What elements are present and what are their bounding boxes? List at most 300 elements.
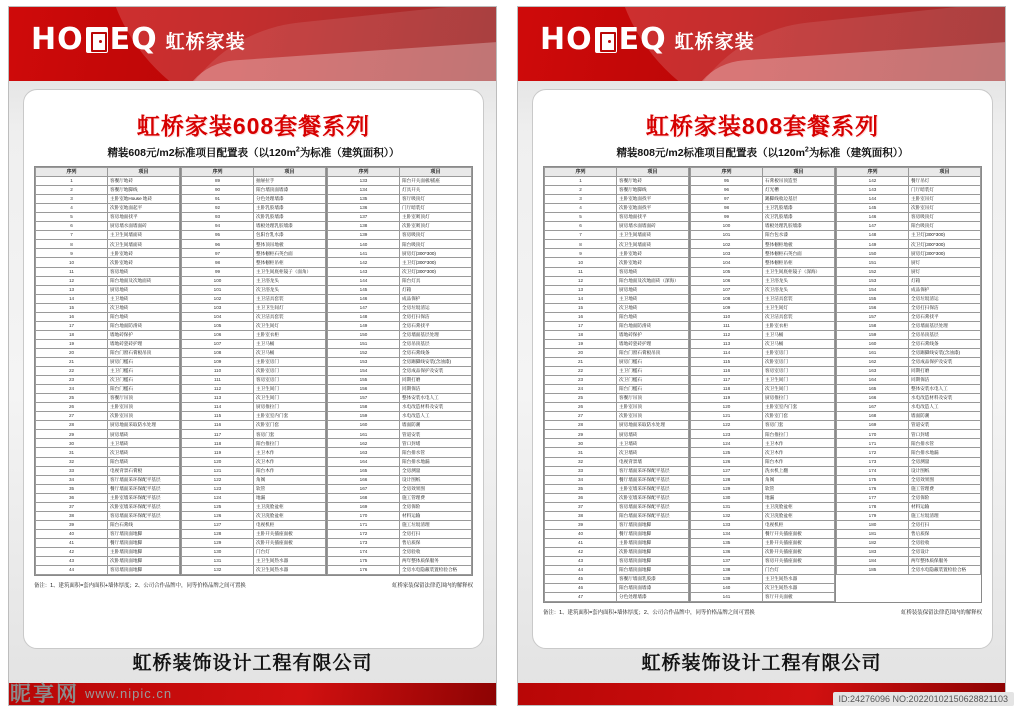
table-row (691, 204, 835, 213)
table-row (36, 294, 180, 303)
row-item-name: 次卫木作 (763, 448, 835, 457)
row-index: 18 (545, 330, 617, 339)
row-index: 156 (837, 303, 909, 312)
row-index: 113 (182, 394, 254, 403)
row-item-name: 角阀 (254, 475, 326, 484)
row-index: 34 (36, 475, 108, 484)
row-item-name: 全房成品保护及安装 (909, 357, 981, 366)
row-item-name: 材料运输 (909, 502, 981, 511)
table-row (837, 258, 981, 267)
row-item-name: 主卫生间门 (254, 385, 326, 394)
row-item-name: 阳台吸顶灯 (400, 240, 472, 249)
table-row (36, 547, 180, 556)
table-row (545, 403, 689, 412)
row-index: 114 (691, 348, 763, 357)
table-row (36, 421, 180, 430)
row-item-name: 主卫马桶 (763, 330, 835, 339)
table-row (837, 240, 981, 249)
row-item-name: 阳台排水地漏 (909, 448, 981, 457)
table-row (182, 330, 326, 339)
row-item-name: 客房室房门 (763, 367, 835, 376)
table-row (691, 493, 835, 502)
row-item-name: 次卫生间热水器 (763, 584, 835, 593)
row-item-name: 阳台吸顶灯 (909, 222, 981, 231)
row-index: 6 (36, 222, 108, 231)
row-item-name: 客厅墙面采环保配平基层 (617, 466, 689, 475)
table-row (837, 529, 981, 538)
row-item-name: 厨房门槛石 (108, 357, 180, 366)
row-item-name: 客房吸顶灯 (400, 231, 472, 240)
footnote-text-right: 虹桥装装保留法律范围内的解释权 (901, 610, 982, 617)
row-index: 122 (182, 475, 254, 484)
row-index: 14 (36, 294, 108, 303)
row-item-name: 次卫洗脸盆柜 (763, 511, 835, 520)
row-item-name: 次卧室地面找平 (617, 204, 689, 213)
table-row (837, 177, 981, 186)
row-index: 149 (837, 240, 909, 249)
table-row (837, 339, 981, 348)
row-item-name: 全房验收 (909, 538, 981, 547)
table-row (328, 475, 472, 484)
table-row (182, 493, 326, 502)
row-item-name: 主卫洗脸盆柜 (254, 502, 326, 511)
row-item-name: 主卫生间底柜镜子（面角） (254, 267, 326, 276)
row-item-name: 全房石膏线条 (909, 339, 981, 348)
table-row (182, 511, 326, 520)
page-title-608: 虹桥家装608套餐系列 (136, 113, 371, 139)
row-item-name: 整体橱柜吊柜 (763, 258, 835, 267)
table-row (182, 367, 326, 376)
row-index: 173 (328, 538, 400, 547)
row-index: 150 (328, 330, 400, 339)
row-item-name: 全房吊顶基层 (400, 339, 472, 348)
row-index: 138 (691, 566, 763, 575)
row-item-name: 墙板处理乳胶墙漆 (763, 222, 835, 231)
row-item-name: 设计图纸 (909, 466, 981, 475)
row-index: 31 (36, 448, 108, 457)
row-index: 122 (691, 421, 763, 430)
row-item-name: 施工管理费 (909, 484, 981, 493)
column-header-index: 序列 (691, 168, 763, 177)
row-item-name: 整体橱柜地板 (763, 240, 835, 249)
table-row (837, 502, 981, 511)
table-row (36, 448, 180, 457)
row-index: 156 (328, 385, 400, 394)
row-item-name: 软管 (254, 484, 326, 493)
row-item-name: 客房墙顶面地脚 (108, 566, 180, 575)
row-item-name: 全房石膏找平 (400, 321, 472, 330)
table-row (691, 376, 835, 385)
header-band-left (9, 7, 496, 81)
row-index: 45 (545, 575, 617, 584)
table-row (837, 439, 981, 448)
row-index: 168 (837, 412, 909, 421)
row-item-name: 管口封堵 (400, 439, 472, 448)
table-row (36, 312, 180, 321)
table-row (328, 321, 472, 330)
row-index: 169 (837, 421, 909, 430)
table-row (545, 493, 689, 502)
row-index: 8 (36, 240, 108, 249)
row-item-name: 厨房灯(300*300) (400, 249, 472, 258)
table-row (691, 511, 835, 520)
row-index: 135 (691, 538, 763, 547)
row-item-name: 电视机柜 (763, 520, 835, 529)
table-row (36, 511, 180, 520)
row-item-name: 地漏 (254, 493, 326, 502)
row-item-name: 施工管理费 (400, 493, 472, 502)
table-row (36, 195, 180, 204)
table-row (691, 584, 835, 593)
row-item-name: 阳台排水管 (400, 448, 472, 457)
row-index: 150 (837, 249, 909, 258)
row-item-name: 整体橱柜石英台面 (254, 249, 326, 258)
row-index: 167 (837, 403, 909, 412)
brand-logo-right (540, 22, 755, 57)
subtitle-sup: 2 (295, 146, 300, 154)
row-item-name: 主卫浴龙头 (254, 276, 326, 285)
row-index: 109 (691, 303, 763, 312)
row-index: 112 (691, 330, 763, 339)
table-row (36, 231, 180, 240)
row-item-name: 次卧室吊顶 (108, 412, 180, 421)
row-index: 18 (36, 330, 108, 339)
table-row (837, 403, 981, 412)
row-item-name: 主卧室衣柜 (763, 321, 835, 330)
row-index: 98 (691, 204, 763, 213)
row-item-name: 同期打磨 (909, 367, 981, 376)
row-item-name: 客房门套 (763, 421, 835, 430)
row-item-name: 主卧室地House 地砖 (108, 195, 180, 204)
row-index: 13 (36, 285, 108, 294)
row-index: 105 (691, 267, 763, 276)
row-index: 158 (837, 321, 909, 330)
row-item-name: 分色处理墙漆 (254, 195, 326, 204)
row-item-name: 阳台门窗石膏板吊顶 (617, 348, 689, 357)
table-row (328, 240, 472, 249)
table-row (328, 249, 472, 258)
row-item-name: 主卫灯(300*300) (400, 258, 472, 267)
table-row (328, 367, 472, 376)
row-item-name: 整体橱柜吊柜 (254, 258, 326, 267)
row-item-name: 阳台开关面板/插座 (400, 177, 472, 186)
table-row (328, 538, 472, 547)
table-row (837, 348, 981, 357)
row-item-name: 主卧室墙采环保配平基层 (617, 484, 689, 493)
column-header-index: 序列 (182, 168, 254, 177)
row-item-name: 阳台门槛石 (617, 385, 689, 394)
brand-mark-left-text: HO (31, 22, 84, 57)
row-item-name: 全房测量 (400, 466, 472, 475)
table-row (545, 321, 689, 330)
row-index: 140 (691, 584, 763, 593)
row-item-name: 厨房地面采取防水处理 (617, 421, 689, 430)
row-index: 27 (36, 412, 108, 421)
row-index: 95 (182, 231, 254, 240)
row-item-name: 整体顶吊地板 (254, 240, 326, 249)
row-index: 30 (545, 439, 617, 448)
table-row (837, 213, 981, 222)
table-row (182, 439, 326, 448)
table-row (837, 394, 981, 403)
table-row (328, 267, 472, 276)
row-index: 142 (328, 258, 400, 267)
row-index: 23 (36, 376, 108, 385)
table-row (691, 547, 835, 556)
table-row (691, 177, 835, 186)
row-index: 157 (328, 394, 400, 403)
table-row (36, 493, 180, 502)
row-index: 144 (328, 276, 400, 285)
row-index: 16 (545, 312, 617, 321)
table-row (691, 321, 835, 330)
brand-name-cn: 虹桥家装 (165, 31, 246, 53)
row-item-name: 阳台地砖 (617, 312, 689, 321)
row-index: 153 (837, 276, 909, 285)
table-row (545, 529, 689, 538)
row-index: 38 (545, 511, 617, 520)
row-item-name: 主卫地砖 (617, 294, 689, 303)
table-row (328, 448, 472, 457)
table-row (36, 566, 180, 575)
row-index: 24 (545, 385, 617, 394)
table-row (691, 186, 835, 195)
row-index: 130 (182, 547, 254, 556)
row-item-name: 同期保洁 (909, 376, 981, 385)
row-index: 146 (837, 213, 909, 222)
row-index: 33 (36, 466, 108, 475)
items-table (327, 167, 472, 575)
row-index: 147 (837, 222, 909, 231)
row-index: 104 (182, 312, 254, 321)
table-row (36, 276, 180, 285)
watermark-url: www.nipic.cn (85, 685, 173, 701)
table-row (182, 285, 326, 294)
table-row (691, 231, 835, 240)
items-table (836, 167, 981, 575)
table-row (545, 557, 689, 566)
table-row (545, 502, 689, 511)
row-index: 137 (328, 213, 400, 222)
table-row (545, 566, 689, 575)
row-index: 11 (545, 267, 617, 276)
row-index: 149 (328, 321, 400, 330)
row-index: 160 (328, 421, 400, 430)
table-row (691, 276, 835, 285)
row-index: 174 (328, 547, 400, 556)
row-index: 36 (545, 493, 617, 502)
row-index: 15 (545, 303, 617, 312)
row-item-name: 墙板处理乳胶墙漆 (254, 222, 326, 231)
row-item-name: 次卧室房门 (254, 367, 326, 376)
row-item-name: 墙地砖瓷砖护理 (617, 339, 689, 348)
row-item-name: 售后质保 (909, 529, 981, 538)
poster-608 (8, 6, 497, 706)
row-item-name: 次卧开关插座面板 (763, 547, 835, 556)
row-index: 22 (545, 367, 617, 376)
table-row (182, 213, 326, 222)
row-index: 158 (328, 403, 400, 412)
table-row (182, 339, 326, 348)
row-item-name: 客房墙面采环保配平基层 (108, 511, 180, 520)
row-item-name: 阳台墙顶面墙漆 (254, 186, 326, 195)
row-item-name: 厨房墙砖 (617, 430, 689, 439)
row-item-name: 餐厅开关插座面板 (763, 529, 835, 538)
table-row (328, 466, 472, 475)
table-row (182, 357, 326, 366)
table-row (691, 566, 835, 575)
row-item-name: 踢脚线收边基层 (763, 195, 835, 204)
table-row (182, 240, 326, 249)
row-item-name: 阳台门槛石 (108, 385, 180, 394)
table-column (181, 167, 327, 575)
table-row (545, 195, 689, 204)
table-row (837, 312, 981, 321)
row-item-name: 水电改造人工 (400, 412, 472, 421)
row-index: 39 (545, 520, 617, 529)
table-row (837, 376, 981, 385)
row-index: 127 (691, 466, 763, 475)
row-item-name: 次卧室门套 (763, 412, 835, 421)
table-row (691, 348, 835, 357)
watermark (10, 678, 172, 708)
row-index: 121 (182, 466, 254, 475)
row-item-name: 客厅开关面板 (763, 593, 835, 602)
table-row (182, 376, 326, 385)
table-row (837, 511, 981, 520)
table-row (837, 421, 981, 430)
table-row (545, 267, 689, 276)
row-index: 90 (182, 186, 254, 195)
row-item-name: 电视机柜 (254, 520, 326, 529)
row-item-name: 主卧室室内门套 (254, 412, 326, 421)
table-row (837, 276, 981, 285)
row-item-name: 整体安装水电人工 (400, 394, 472, 403)
row-item-name: 厨房推拉门 (254, 403, 326, 412)
row-index: 97 (691, 195, 763, 204)
table-row (691, 267, 835, 276)
row-item-name: 主卫生间热水器 (763, 575, 835, 584)
row-item-name: 客厅墙顶面地脚 (617, 520, 689, 529)
content-card-left (23, 89, 484, 649)
table-row (328, 186, 472, 195)
row-index: 165 (328, 466, 400, 475)
row-item-name: 全房效果图 (909, 475, 981, 484)
row-item-name: 餐厅墙顶面地脚 (617, 529, 689, 538)
row-item-name: 主卫门槛石 (617, 367, 689, 376)
row-index: 139 (328, 231, 400, 240)
table-row (837, 520, 981, 529)
table-row (328, 276, 472, 285)
table-row (182, 412, 326, 421)
table-row (328, 285, 472, 294)
row-index: 107 (182, 339, 254, 348)
row-index: 114 (182, 403, 254, 412)
table-row (182, 566, 326, 575)
company-name-left: 虹桥装饰设计工程有限公司 (132, 653, 373, 674)
row-item-name: 阳台地面防滑砖 (108, 321, 180, 330)
table-row (691, 285, 835, 294)
row-index: 159 (328, 412, 400, 421)
package-table-608 (34, 166, 473, 576)
row-index: 47 (545, 593, 617, 602)
row-index: 151 (328, 339, 400, 348)
row-index: 4 (545, 204, 617, 213)
row-item-name: 客餐厅吊顶 (108, 394, 180, 403)
row-index: 92 (182, 204, 254, 213)
row-item-name: 主卧墙顶面地脚 (617, 538, 689, 547)
table-row (691, 529, 835, 538)
row-index: 13 (545, 285, 617, 294)
table-row (36, 204, 180, 213)
row-item-name: 阳台排水管 (909, 439, 981, 448)
table-row (328, 394, 472, 403)
row-index: 128 (182, 529, 254, 538)
row-item-name: 次卫墙砖 (108, 448, 180, 457)
table-row (545, 294, 689, 303)
table-row (837, 448, 981, 457)
row-item-name: 次卧墙顶面地脚 (108, 557, 180, 566)
table-row (36, 439, 180, 448)
row-index: 17 (545, 321, 617, 330)
row-index: 161 (837, 348, 909, 357)
footnote-608 (34, 581, 473, 589)
row-index: 93 (182, 213, 254, 222)
row-item-name: 主卫墙砖 (108, 439, 180, 448)
row-item-name: 次卫灯(300*300) (909, 240, 981, 249)
row-item-name: 厨房地砖 (617, 285, 689, 294)
row-item-name: 施工垃圾清理 (400, 520, 472, 529)
row-item-name: 客厅墙顶面地脚 (108, 529, 180, 538)
table-row (545, 376, 689, 385)
items-table (544, 167, 689, 602)
row-index: 162 (837, 357, 909, 366)
row-item-name: 全房垃圾清运 (400, 303, 472, 312)
row-index: 26 (545, 403, 617, 412)
row-item-name: 主卧室地砖 (617, 249, 689, 258)
table-row (691, 195, 835, 204)
table-row (328, 339, 472, 348)
row-index: 42 (545, 547, 617, 556)
row-index: 97 (182, 249, 254, 258)
row-item-name: 全房打扫保洁 (400, 312, 472, 321)
row-item-name: 客厅墙面采环保配平基层 (108, 475, 180, 484)
table-row (545, 466, 689, 475)
row-index: 43 (545, 557, 617, 566)
row-index: 171 (837, 439, 909, 448)
table-row (328, 566, 472, 575)
row-index: 95 (691, 177, 763, 186)
row-item-name: 主卫生间墙面砖 (617, 231, 689, 240)
table-row (36, 376, 180, 385)
table-row (837, 303, 981, 312)
table-row (837, 231, 981, 240)
table-row (545, 421, 689, 430)
table-row (36, 267, 180, 276)
table-row (545, 385, 689, 394)
row-index: 44 (36, 566, 108, 575)
row-index: 133 (328, 177, 400, 186)
table-row (837, 357, 981, 366)
row-index: 163 (328, 448, 400, 457)
row-index: 108 (182, 348, 254, 357)
row-index: 100 (182, 276, 254, 285)
row-item-name: 餐厅墙面采环保配平基层 (617, 475, 689, 484)
table-row (691, 312, 835, 321)
row-item-name: 客房地面找平 (108, 213, 180, 222)
row-index: 100 (691, 222, 763, 231)
row-index: 135 (328, 195, 400, 204)
